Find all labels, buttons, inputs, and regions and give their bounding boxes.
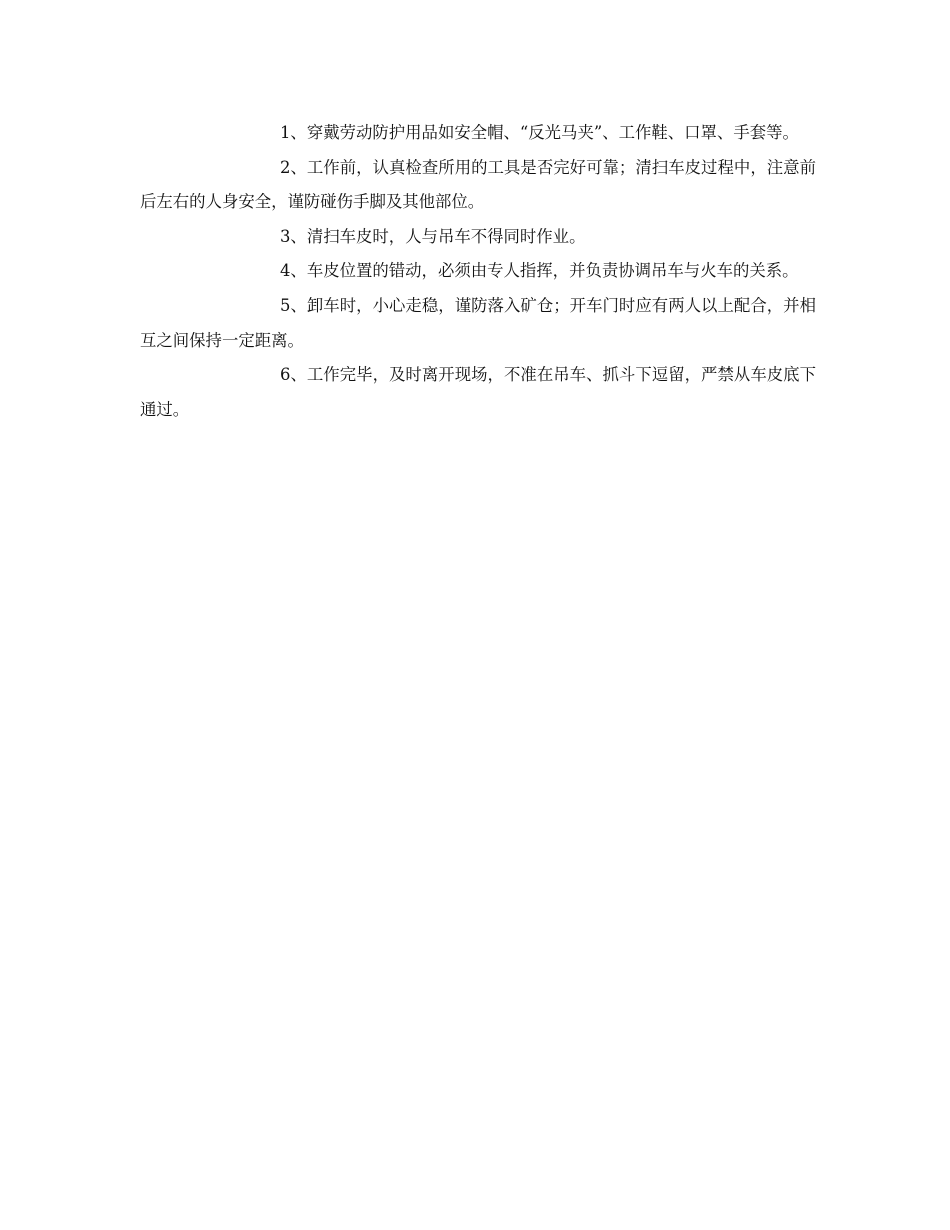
paragraph-item-1: 1、穿戴劳动防护用品如安全帽、“反光马夹”、工作鞋、口罩、手套等。 [280, 123, 799, 142]
paragraph-item-3: 3、清扫车皮时，人与吊车不得同时作业。 [280, 226, 586, 246]
paragraph-item-4: 4、车皮位置的错动，必须由专人指挥，并负责协调吊车与火车的关系。 [280, 261, 799, 281]
paragraph-item-5: 5、卸车时，小心走稳，谨防落入矿仓；开车门时应有两人以上配合，并相互之间保持一定距离。 [140, 295, 816, 350]
document-body [140, 116, 816, 427]
paragraph-item-2: 2、工作前，认真检查所用的工具是否完好可靠；清扫车皮过程中，注意前后左右的人身安全，谨防碰伤手脚及其他部位。 [140, 157, 816, 212]
paragraph-item-6: 6、工作完毕，及时离开现场，不准在吊车、抓斗下逗留，严禁从车皮底下通过。 [140, 365, 816, 419]
